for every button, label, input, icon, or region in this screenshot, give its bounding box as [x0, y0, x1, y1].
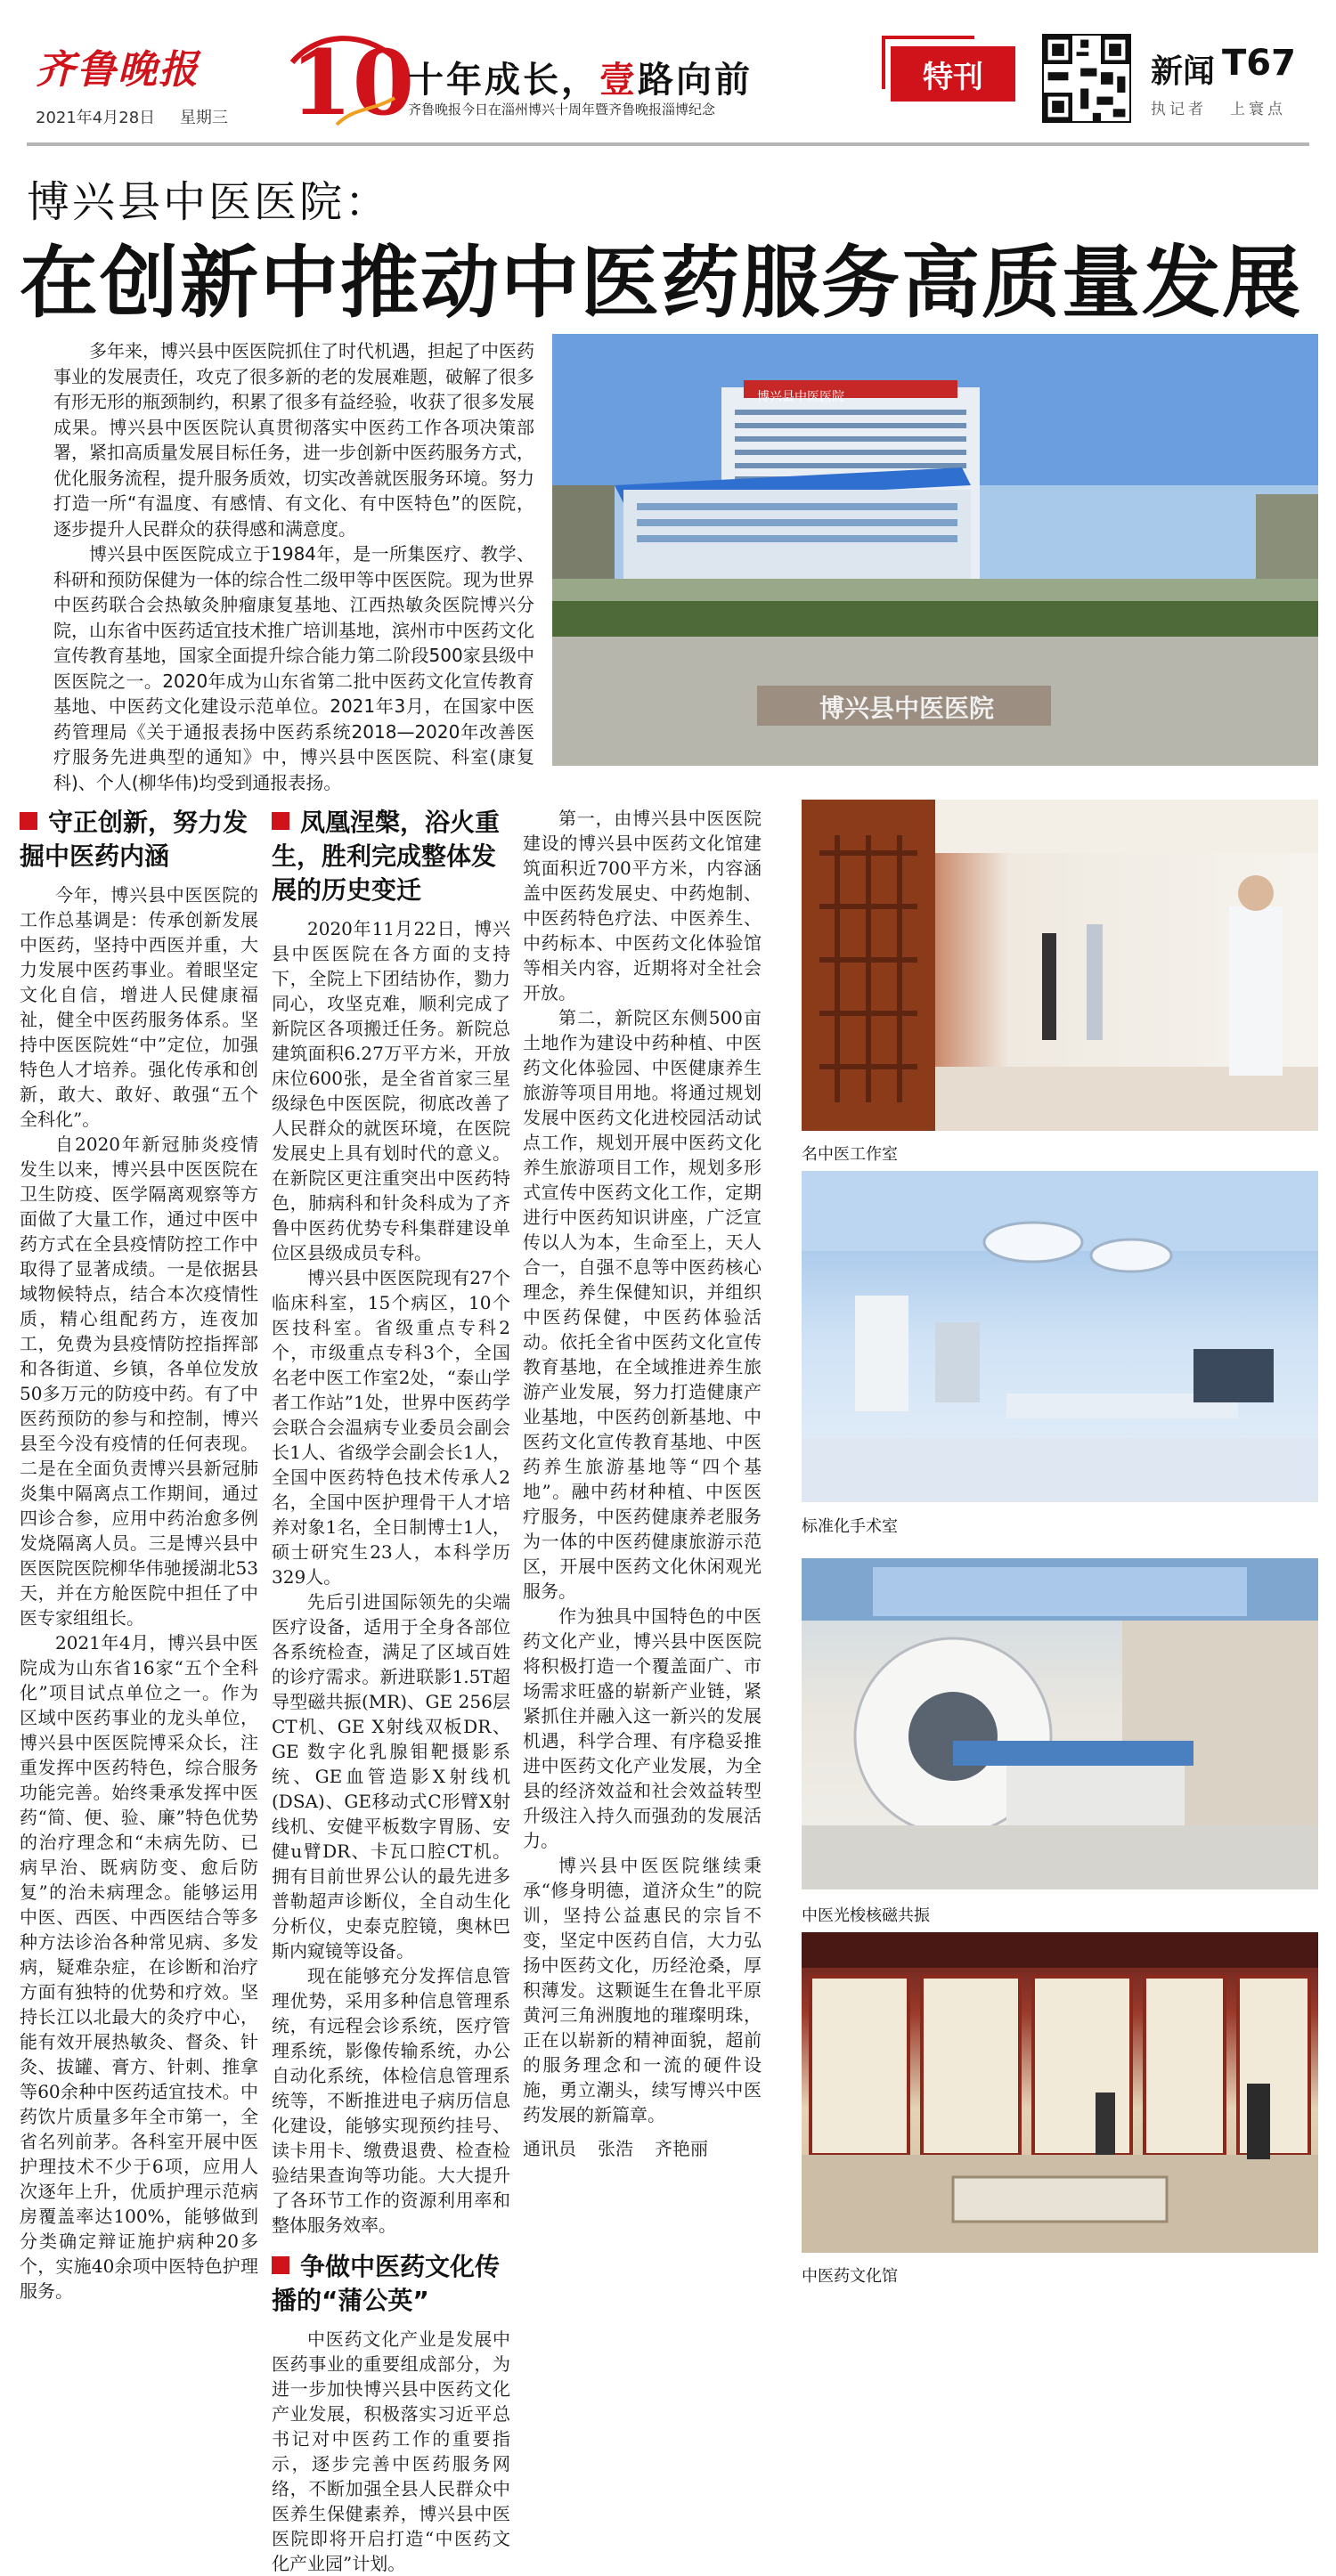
article-column-3 [523, 806, 762, 2160]
hospital-building-photo [552, 334, 1318, 766]
intro-paragraph: 博兴县中医医院成立于1984年，是一所集医疗、教学、科研和预防保健为一体的综合性二级甲等中医医院。现为世界中医药联合会热敏灸肿瘤康复基地、江西热敏灸医院博兴分院，山东省中医药适宜技术推广培训基地，滨州市中医药文化宣传教育基地，国家全面提升综合能力第二阶段500家县级中医医院之一。2020年成为山东省第二批中医药文化宣传教育基地、中医药文化建设示范单位。2021年3月，在国家中医药管理局《关于通报表扬中医药系统2018—2020年改善医疗服务先进典型的通知》中，博兴县中医医院、科室(康复科)、个人(柳华伟)均受到通报表扬。 [53, 543, 534, 793]
section-heading [20, 806, 258, 874]
section-name: 新闻 [1151, 53, 1216, 90]
square-bullet-icon [272, 2256, 289, 2274]
newspaper-logo: 齐鲁晚报 [36, 47, 200, 93]
body-paragraph: 第一，由博兴县中医医院建设的博兴县中医药文化馆建筑面积近700平方米，内容涵盖中医药发展史、中药炮制、中医药特色疗法、中医养生、中药标本、中医药文化体验馆等相关内容，近期将对全社会开放。 [523, 808, 762, 1004]
hospital-building-illustration [552, 334, 1318, 766]
mri-illustration [802, 1558, 1318, 1889]
surgery-caption: 标准化手术室 [802, 1517, 898, 1536]
reporter-label: 执记者 [1151, 101, 1207, 118]
museum-caption: 中医药文化馆 [802, 2267, 898, 2286]
article-byline [523, 2134, 762, 2160]
section-heading [272, 2250, 510, 2318]
intro-paragraph: 多年来，博兴县中医医院抓住了时代机遇，担起了中医药事业的发展责任，攻克了很多新的老的发展难题，破解了很多有形无形的瓶颈制约，积累了很多有益经验，收获了很多发展成果。博兴县中医医院认真贯彻落实中医药工作各项决策部署，紧扣高质量发展目标任务，进一步创新中医药服务方式，优化服务流程，提升服务质效，切实改善就医服务环境。努力打造一所“有温度、有感情、有文化、有中医特色”的医院，逐步提升人民群众的获得感和满意度。 [53, 340, 534, 540]
date-text: 2021年4月28日 [36, 109, 156, 127]
surgery-room-photo [802, 1171, 1318, 1502]
tcm-museum-photo [802, 1932, 1318, 2253]
article-column-1 [20, 806, 258, 2304]
qr-code-icon [1042, 34, 1131, 123]
body-paragraph: 2021年4月，博兴县中医院成为山东省16家“五个全科化”项目试点单位之一。作为区域中医药事业的龙头单位，博兴县中医医院博采众长，注重发挥中医药特色，综合服务功能完善。始终秉承发挥中医药“简、便、验、廉”特色优势的治疗理念和“未病先防、已病早治、既病防变、愈后防复”的治未病理念。能够运用中医、西医、中西医结合等多种方法诊治各种常见病、多发病，疑难杂症，在诊断和治疗方面有独特的优势和疗效。坚持长江以北最大的灸疗中心，能有效开展热敏灸、督灸、针灸、拔罐、膏方、针刺、推拿等60余种中医药适宜技术。中药饮片质量多年全市第一，全省名列前茅。各科室开展中医护理技术不少于6项，应用人次逐年上升，优质护理示范病房覆盖率达100%，能够做到分类确定辩证施护病种20多个，实施40余项中医特色护理服务。 [20, 1632, 258, 2302]
reporter-name: 上寰点 [1230, 101, 1286, 118]
byline-author: 齐艳丽 [655, 2138, 708, 2159]
headline-kicker: 博兴县中医医院： [27, 177, 391, 227]
clinic-illustration [802, 800, 1318, 1131]
body-paragraph: 现在能够充分发挥信息管理优势，采用多种信息管理系统，有远程会诊系统，医疗管理系统，影像传输系统，办公自动化系统，体检信息管理系统等，不断推进电子病历信息化建设，能够实现预约挂号、读卡用卡、缴费退费、检查检验结果查询等功能。大大提升了各环节工作的资源利用率和整体服务效率。 [272, 1965, 510, 2236]
byline-author: 张浩 [598, 2138, 633, 2159]
anniversary-emblem-icon [283, 27, 415, 135]
masthead-divider [27, 142, 1309, 146]
page-number: T67 [1222, 43, 1296, 84]
hospital-rooftop-sign: 博兴县中医医院 [757, 390, 844, 404]
slogan-highlight: 壹 [599, 59, 638, 101]
mri-room-photo [802, 1558, 1318, 1889]
main-headline: 在创新中推动中医药服务高质量发展 [20, 237, 1303, 329]
square-bullet-icon [20, 812, 37, 830]
section-heading [272, 806, 510, 907]
article-column-2 [272, 806, 510, 2576]
museum-illustration [802, 1932, 1318, 2253]
special-edition-badge: 特刊 [891, 46, 1015, 102]
byline-role: 通讯员 [523, 2138, 576, 2159]
section-heading-text: 争做中医药文化传播的“蒲公英” [272, 2252, 501, 2315]
section-heading-text: 凤凰涅槃，浴火重生，胜利完成整体发展的历史变迁 [272, 808, 501, 905]
body-paragraph: 第二，新院区东侧500亩土地作为建设中药种植、中医药文化体验园、中医健康养生旅游等项目用地。将通过规划发展中医药文化进校园活动试点工作，规划开展中医药文化养生旅游项目工作，规划多形式宣传中医药文化工作，定期进行中医药知识讲座，广泛宣传以人为本，生命至上，天人合一，自强不息等中医药核心理念，养生保健知识，并组织中医药保健，中医药体验活动。依托全省中医药文化宣传教育基地，在全域推进养生旅游产业发展，努力打造健康产业基地，中医药创新基地、中医药文化宣传教育基地、中医药养生旅游基地等“四个基地”。融中药材种植、中医医疗服务，中医药健康养老服务为一体的中医药健康旅游示范区，开展中医药文化休闲观光服务。 [523, 1007, 762, 1602]
square-bullet-icon [272, 812, 289, 830]
reporter-credit [1151, 96, 1309, 118]
hospital-ground-sign: 博兴县中医医院 [819, 694, 995, 723]
body-paragraph: 今年，博兴县中医医院的工作总基调是：传承创新发展中医药，坚持中西医并重，大力发展中医药事业。着眼坚定文化自信，增进人民健康福祉，健全中医药服务体系。坚持中医医院姓“中”定位，加强特色人才培养。强化传承和创新，敢大、敢好、敢强“五个全科化”。 [20, 884, 258, 1130]
body-paragraph: 博兴县中医医院继续秉承“修身明德，道济众生”的院训，坚持公益惠民的宗旨不变，坚定中医药自信，大力弘扬中医药文化，历经沧桑，厚积薄发。这颗诞生在鲁北平原黄河三角洲腹地的璀璨明珠，正在以崭新的精神面貌，超前的服务理念和一流的硬件设施，勇立潮头，续写博兴中医药发展的新篇章。 [523, 1855, 762, 2125]
svg-text:10: 10 [290, 30, 415, 135]
surgery-illustration [802, 1171, 1318, 1502]
body-paragraph: 2020年11月22日，博兴县中医医院在各方面的支持下，全院上下团结协作，勠力同心，攻坚克难，顺利完成了新院区各项搬迁任务。新院总建筑面积6.27万平方米，开放床位600张，是全省首家三星级绿色中医医院，彻底改善了人民群众的就医环境，在医院发展史上具有划时代的意义。在新院区更注重突出中医药特色，肺病科和针灸科成为了齐鲁中医药优势专科集群建设单位区县级成员专科。 [272, 918, 510, 1264]
body-paragraph: 先后引进国际领先的尖端医疗设备，适用于全身各部位各系统检查，满足了区域百姓的诊疗需求。新进联影1.5T超导型磁共振(MR)、GE 256层CT机、GE X射线双板DR、GE 数字化乳腺钼靶摄影系统、GE血管造影X射线机(DSA)、GE移动式C形臂X射线机、安健平板数字胃肠、安健u臂DR、卡瓦口腔CT机。拥有目前世界公认的最先进多普勒超声诊断仪，全自动生化分析仪，史泰克腔镜，奥林巴斯内窥镜等设备。 [272, 1591, 510, 1962]
section-heading-text: 守正创新，努力发掘中医药内涵 [20, 808, 248, 871]
clinic-photo [802, 800, 1318, 1131]
slogan-part-2: 路向前 [638, 59, 753, 101]
body-paragraph: 博兴县中医医院现有27个临床科室，15个病区，10个医技科室。省级重点专科2个，市级重点专科3个，全国名老中医工作室2处，“泰山学者工作站”1处，世界中医药学会联合会温病专业委员会副会长1人、省级学会副会长1人，全国中医药特色技术传承人2名，全国中医护理骨干人才培养对象1名，全日制博士1人，硕士研究生23人，本科学历329人。 [272, 1267, 510, 1588]
body-paragraph: 自2020年新冠肺炎疫情发生以来，博兴县中医医院在卫生防疫、医学隔离观察等方面做了大量工作，通过中医中药方式在全县疫情防控工作中取得了显著成绩。一是依据县域物候特点，结合本次疫情性质，精心组配药方，连夜加工，免费为县疫情防控指挥部和各街道、乡镇，各单位发放50多万元的防疫中药。有了中医药预防的参与和控制，博兴县至今没有疫情的任何表现。二是在全面负责博兴县新冠肺炎集中隔离点工作期间，通过四诊合参，应用中药治愈多例发烧隔离人员。三是博兴县中医医院医院柳华伟驰援湖北53天，并在方舱医院中担任了中医专家组组长。 [20, 1134, 258, 1629]
body-paragraph: 作为独具中国特色的中医药文化产业，博兴县中医医院将积极打造一个覆盖面广、市场需求旺盛的崭新产业链，紧紧抓住并融入这一新兴的发展机遇，科学合理、有序稳妥推进中医药文化产业发展，为全县的经济效益和社会效益转型升级注入持久而强劲的发展活力。 [523, 1605, 762, 1851]
body-paragraph: 中医药文化产业是发展中医药事业的重要组成部分，为进一步加快博兴县中医药文化产业发展，积极落实习近平总书记对中医药工作的重要指示，逐步完善中医药服务网络，不断加强全县人民群众中医养生保健素养，博兴县中医医院即将开启打造“中医药文化产业园”计划。 [272, 2328, 510, 2574]
weekday-text: 星期三 [179, 109, 228, 127]
issue-date [36, 105, 248, 128]
slogan-part-1: 十年成长， [408, 59, 599, 101]
clinic-caption: 名中医工作室 [802, 1145, 898, 1164]
anniversary-slogan [408, 52, 753, 102]
anniversary-subtitle: 齐鲁晚报今日在淄州博兴十周年暨齐鲁晚报淄博纪念 [408, 102, 716, 118]
mri-caption: 中医光梭核磁共振 [802, 1906, 930, 1925]
intro-text [53, 338, 534, 795]
